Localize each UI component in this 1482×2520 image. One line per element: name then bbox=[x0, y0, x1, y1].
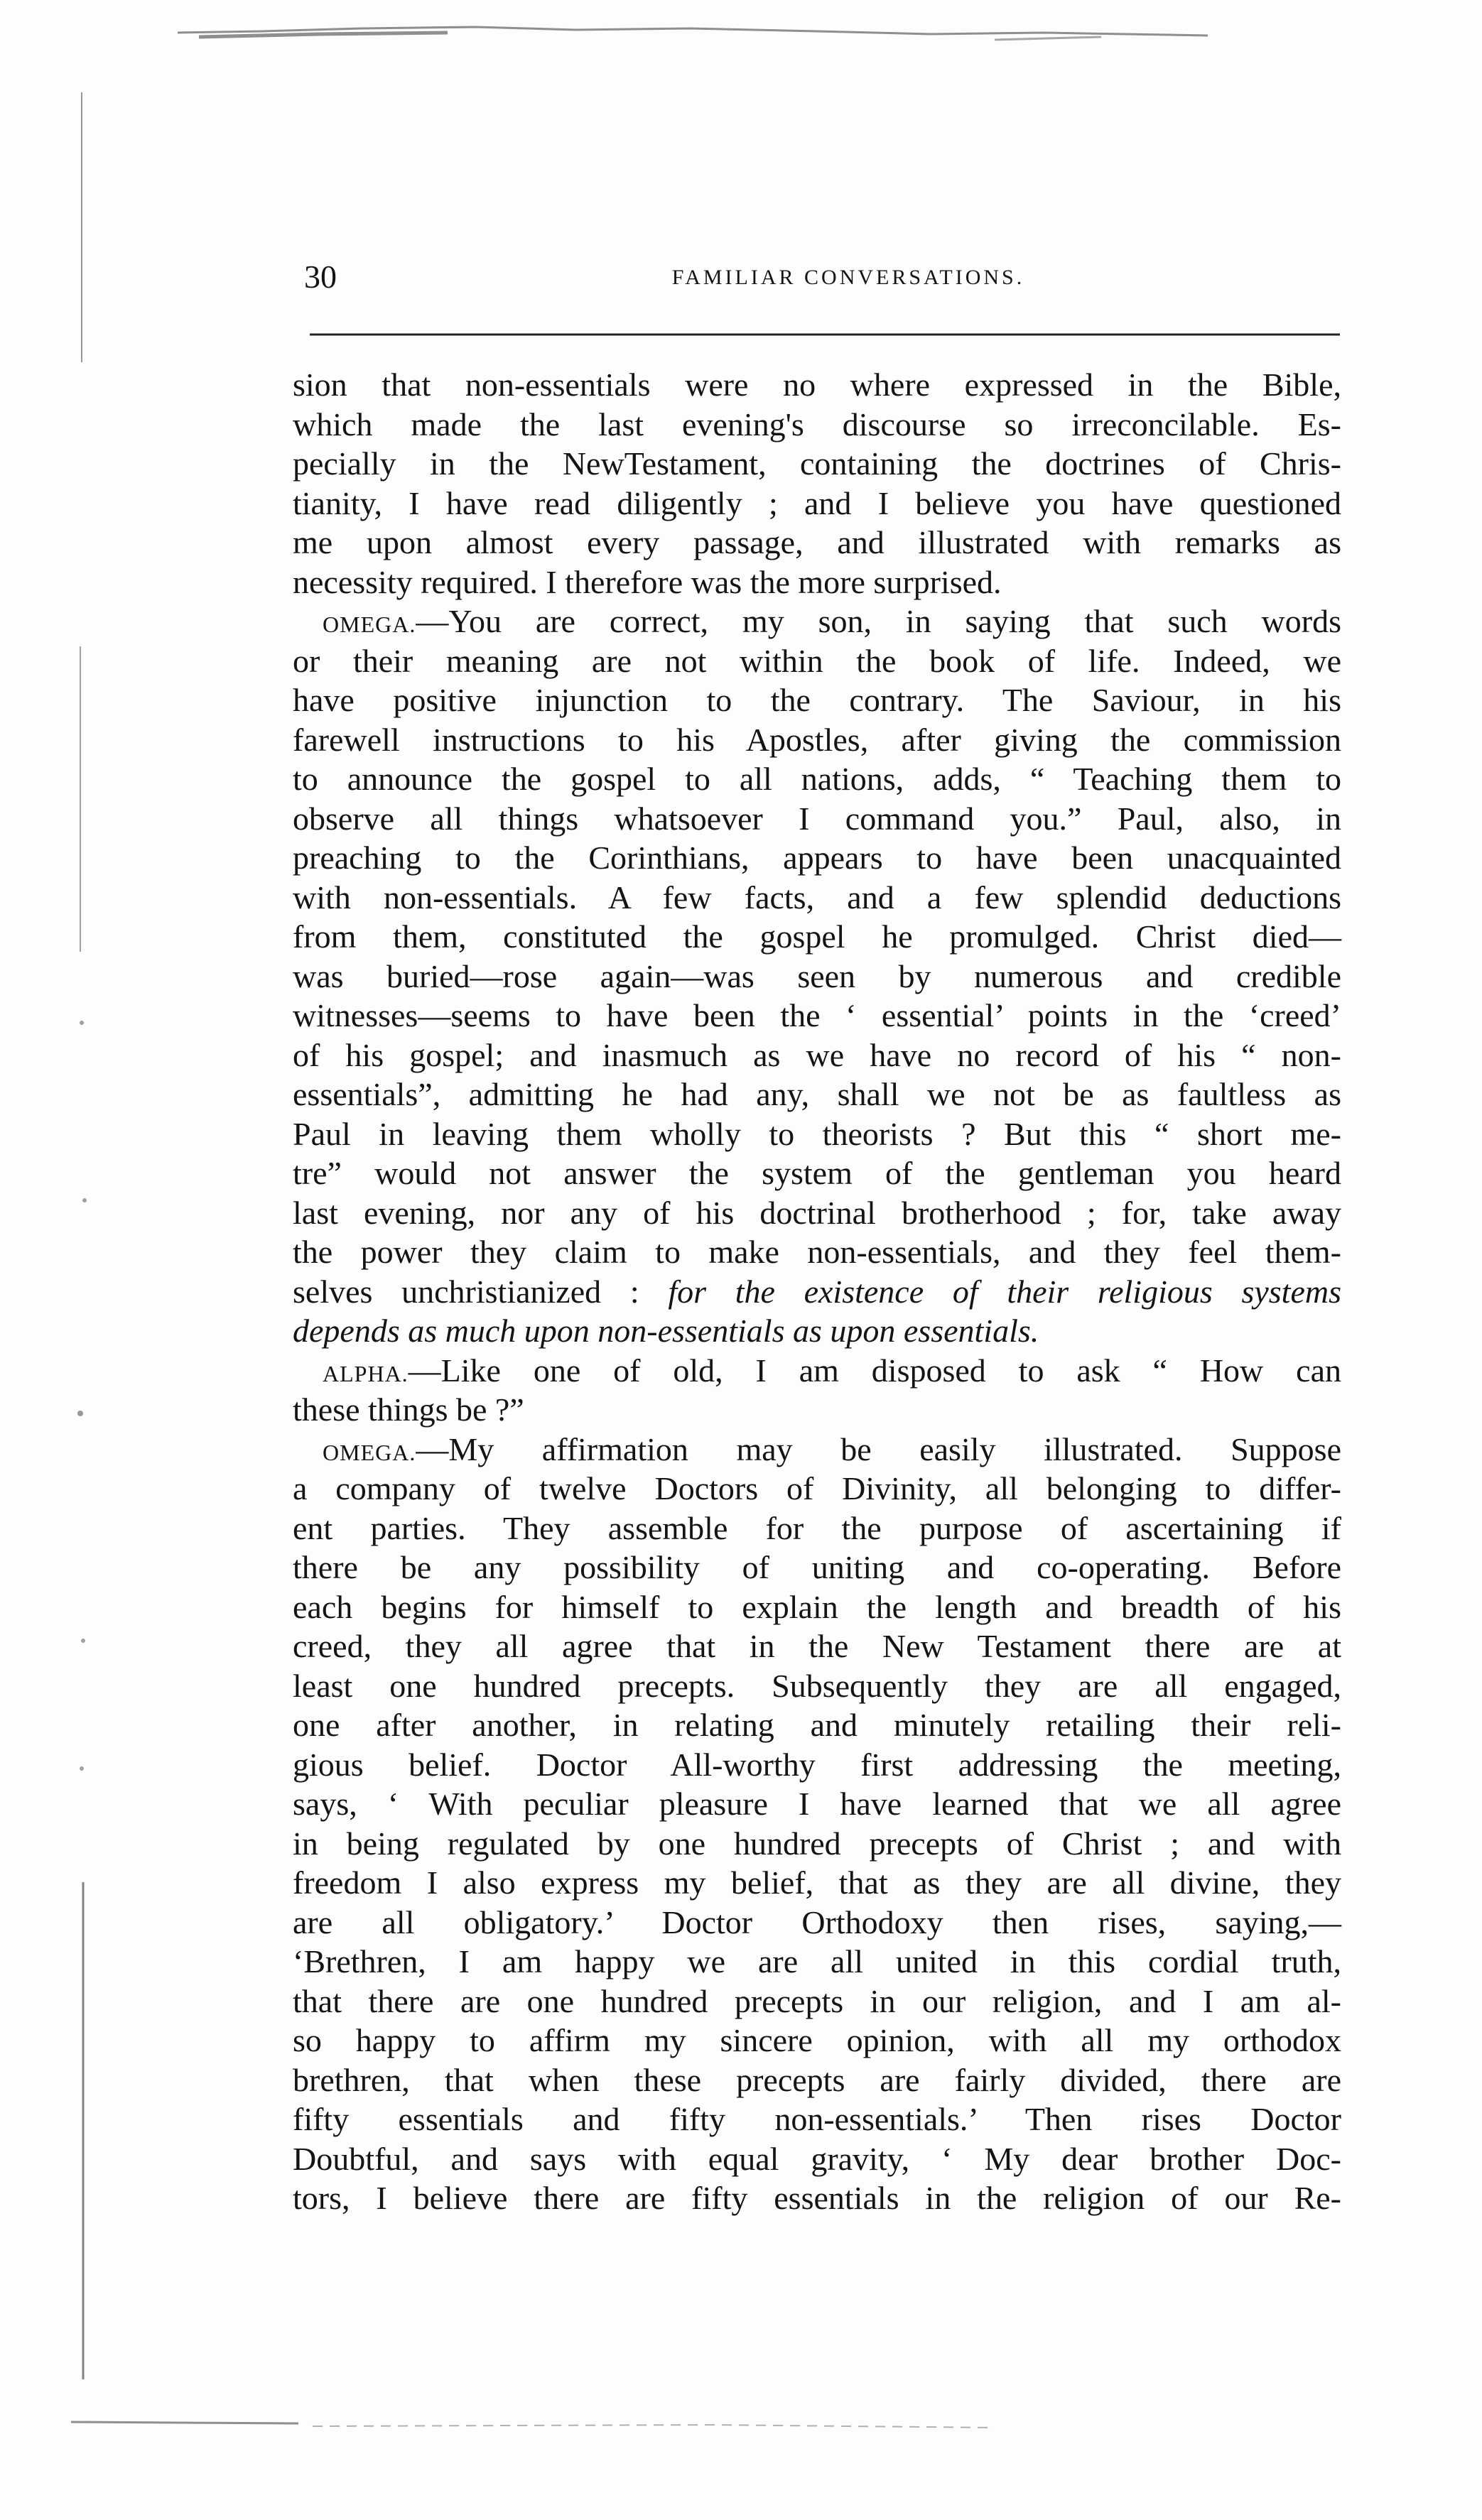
header-rule bbox=[310, 332, 1340, 337]
text-line bbox=[293, 759, 1341, 799]
speaker-name: OMEGA. bbox=[323, 612, 416, 637]
line-text: preaching to the Corinthians, appears to have been unacquainted bbox=[293, 840, 1341, 876]
page-number: 30 bbox=[304, 259, 337, 295]
text-line bbox=[293, 2060, 1341, 2100]
speaker-name: OMEGA. bbox=[323, 1439, 416, 1465]
text-line bbox=[293, 602, 1341, 641]
line-text: selves unchristianized : bbox=[293, 1273, 669, 1310]
text-line bbox=[293, 563, 1341, 602]
line-text: to announce the gospel to all nations, adds, “ Teaching them to bbox=[293, 761, 1341, 797]
line-text: from them, constituted the gospel he promulged. Christ died— bbox=[293, 918, 1341, 955]
line-text: says, ‘ With peculiar pleasure I have learned that we all agree bbox=[293, 1786, 1341, 1822]
text-line bbox=[293, 1784, 1341, 1824]
text-line bbox=[293, 1075, 1341, 1114]
line-text: fifty essentials and fifty non-essentials.’ Then rises Doctor bbox=[293, 2101, 1341, 2137]
text-line bbox=[293, 2100, 1341, 2139]
text-line bbox=[293, 1469, 1341, 1509]
line-text: a company of twelve Doctors of Divinity, all belonging to differ- bbox=[293, 1470, 1341, 1506]
text-line bbox=[293, 1272, 1341, 1312]
line-text: last evening, nor any of his doctrinal brotherhood ; for, take away bbox=[293, 1194, 1341, 1231]
line-text: or their meaning are not within the book of life. Indeed, we bbox=[293, 642, 1341, 679]
line-text: one after another, in relating and minutely retailing their reli- bbox=[293, 1707, 1341, 1743]
line-text: that there are one hundred precepts in our religion, and I am al- bbox=[293, 1982, 1341, 2019]
line-text: ‘Brethren, I am happy we are all united in this cordial truth, bbox=[293, 1943, 1341, 1979]
line-text: of his gospel; and inasmuch as we have no record of his “ non- bbox=[293, 1036, 1341, 1073]
line-text: the power they claim to make non-essentials, and they feel them- bbox=[293, 1234, 1341, 1270]
line-text: necessity required. I therefore was the more surprised. bbox=[293, 563, 1002, 600]
text-line bbox=[293, 1824, 1341, 1864]
text-line bbox=[293, 799, 1341, 839]
text-line bbox=[293, 838, 1341, 878]
line-text: ent parties. They assemble for the purpose of ascertaining if bbox=[293, 1509, 1341, 1546]
line-text: which made the last evening's discourse so irreconcilable. Es- bbox=[293, 406, 1341, 442]
line-text: creed, they all agree that in the New Testament there are at bbox=[293, 1628, 1341, 1664]
text-line bbox=[293, 1232, 1341, 1272]
italic-text: for the existence of their religious systems bbox=[668, 1273, 1341, 1310]
line-text: these things be ?” bbox=[293, 1391, 524, 1428]
line-text: witnesses—seems to have been the ‘ essential’ points in the ‘creed’ bbox=[293, 997, 1341, 1033]
text-line bbox=[293, 1114, 1341, 1154]
line-text: —You are correct, my son, in saying that such words bbox=[416, 603, 1341, 639]
line-text: observe all things whatsoever I command you.” Paul, also, in bbox=[293, 800, 1341, 837]
text-line bbox=[293, 1982, 1341, 2021]
text-line bbox=[293, 1153, 1341, 1193]
text-line bbox=[293, 1311, 1341, 1351]
running-title: FAMILIAR CONVERSATIONS. bbox=[671, 266, 1025, 289]
scan-artifact-bottom-edge bbox=[71, 2379, 1350, 2465]
text-line bbox=[293, 878, 1341, 918]
line-text: —Like one of old, I am disposed to ask “ How can bbox=[408, 1352, 1341, 1389]
line-text: freedom I also express my belief, that as they are all divine, they bbox=[293, 1864, 1341, 1901]
text-line bbox=[293, 720, 1341, 760]
body-text bbox=[293, 365, 1341, 2218]
line-text: have positive injunction to the contrary. The Saviour, in his bbox=[293, 682, 1341, 718]
text-line bbox=[293, 1626, 1341, 1666]
text-line bbox=[293, 1863, 1341, 1903]
line-text: so happy to affirm my sincere opinion, with all my orthodox bbox=[293, 2022, 1341, 2058]
scan-artifact-top-edge bbox=[178, 16, 1208, 44]
text-line bbox=[293, 1036, 1341, 1075]
text-line bbox=[293, 680, 1341, 720]
line-text: sion that non-essentials were no where expressed in the Bible, bbox=[293, 366, 1341, 403]
text-line bbox=[293, 1903, 1341, 1943]
text-line bbox=[293, 2139, 1341, 2179]
line-text: tianity, I have read diligently ; and I believe you have questioned bbox=[293, 484, 1341, 521]
text-line bbox=[293, 1745, 1341, 1785]
line-text: brethren, that when these precepts are fairly divided, there are bbox=[293, 2061, 1341, 2098]
text-line bbox=[293, 484, 1341, 523]
running-head bbox=[304, 256, 1343, 305]
text-line bbox=[293, 1193, 1341, 1233]
text-line bbox=[293, 2178, 1341, 2218]
line-text: essentials”, admitting he had any, shall we not be as faultless as bbox=[293, 1076, 1341, 1112]
line-text: in being regulated by one hundred precepts of Christ ; and with bbox=[293, 1825, 1341, 1862]
text-line bbox=[293, 641, 1341, 681]
line-text: Doubtful, and says with equal gravity, ‘ My dear brother Doc- bbox=[293, 2140, 1341, 2177]
line-text: least one hundred precepts. Subsequently they are all engaged, bbox=[293, 1667, 1341, 1704]
text-line bbox=[293, 1548, 1341, 1587]
text-line bbox=[293, 917, 1341, 957]
text-line bbox=[293, 1587, 1341, 1627]
text-line bbox=[293, 1705, 1341, 1745]
line-text: there be any possibility of uniting and co-operating. Before bbox=[293, 1549, 1341, 1585]
text-line bbox=[293, 444, 1341, 484]
line-text: was buried—rose again—was seen by numerous and credible bbox=[293, 957, 1341, 994]
line-text: tre” would not answer the system of the gentleman you heard bbox=[293, 1155, 1341, 1191]
text-line bbox=[293, 405, 1341, 445]
text-line bbox=[293, 523, 1341, 563]
scan-artifact-left-margin bbox=[67, 64, 96, 2408]
text-line bbox=[293, 1390, 1341, 1430]
line-text: me upon almost every passage, and illustrated with remarks as bbox=[293, 524, 1341, 560]
text-line bbox=[293, 1942, 1341, 1982]
text-line bbox=[293, 957, 1341, 996]
line-text: with non-essentials. A few facts, and a few splendid deductions bbox=[293, 879, 1341, 916]
line-text: each begins for himself to explain the length and breadth of his bbox=[293, 1588, 1341, 1625]
line-text: —My affirmation may be easily illustrated. Suppose bbox=[416, 1430, 1341, 1467]
line-text: are all obligatory.’ Doctor Orthodoxy then rises, saying,— bbox=[293, 1903, 1341, 1940]
line-text: Paul in leaving them wholly to theorists ? But this “ short me- bbox=[293, 1115, 1341, 1152]
text-line bbox=[293, 996, 1341, 1036]
text-line bbox=[293, 1430, 1341, 1470]
speaker-name: ALPHA. bbox=[323, 1360, 409, 1386]
text-line bbox=[293, 1351, 1341, 1391]
text-line bbox=[293, 365, 1341, 405]
line-text: gious belief. Doctor All-worthy first addressing the meeting, bbox=[293, 1746, 1341, 1783]
line-text: tors, I believe there are fifty essentials in the religion of our Re- bbox=[293, 2180, 1341, 2216]
text-line bbox=[293, 1666, 1341, 1706]
italic-text: depends as much upon non-essentials as upon essentials. bbox=[293, 1313, 1039, 1349]
text-line bbox=[293, 2021, 1341, 2060]
line-text: pecially in the NewTestament, containing the doctrines of Chris- bbox=[293, 445, 1341, 482]
text-line bbox=[293, 1509, 1341, 1548]
line-text: farewell instructions to his Apostles, after giving the commission bbox=[293, 721, 1341, 758]
